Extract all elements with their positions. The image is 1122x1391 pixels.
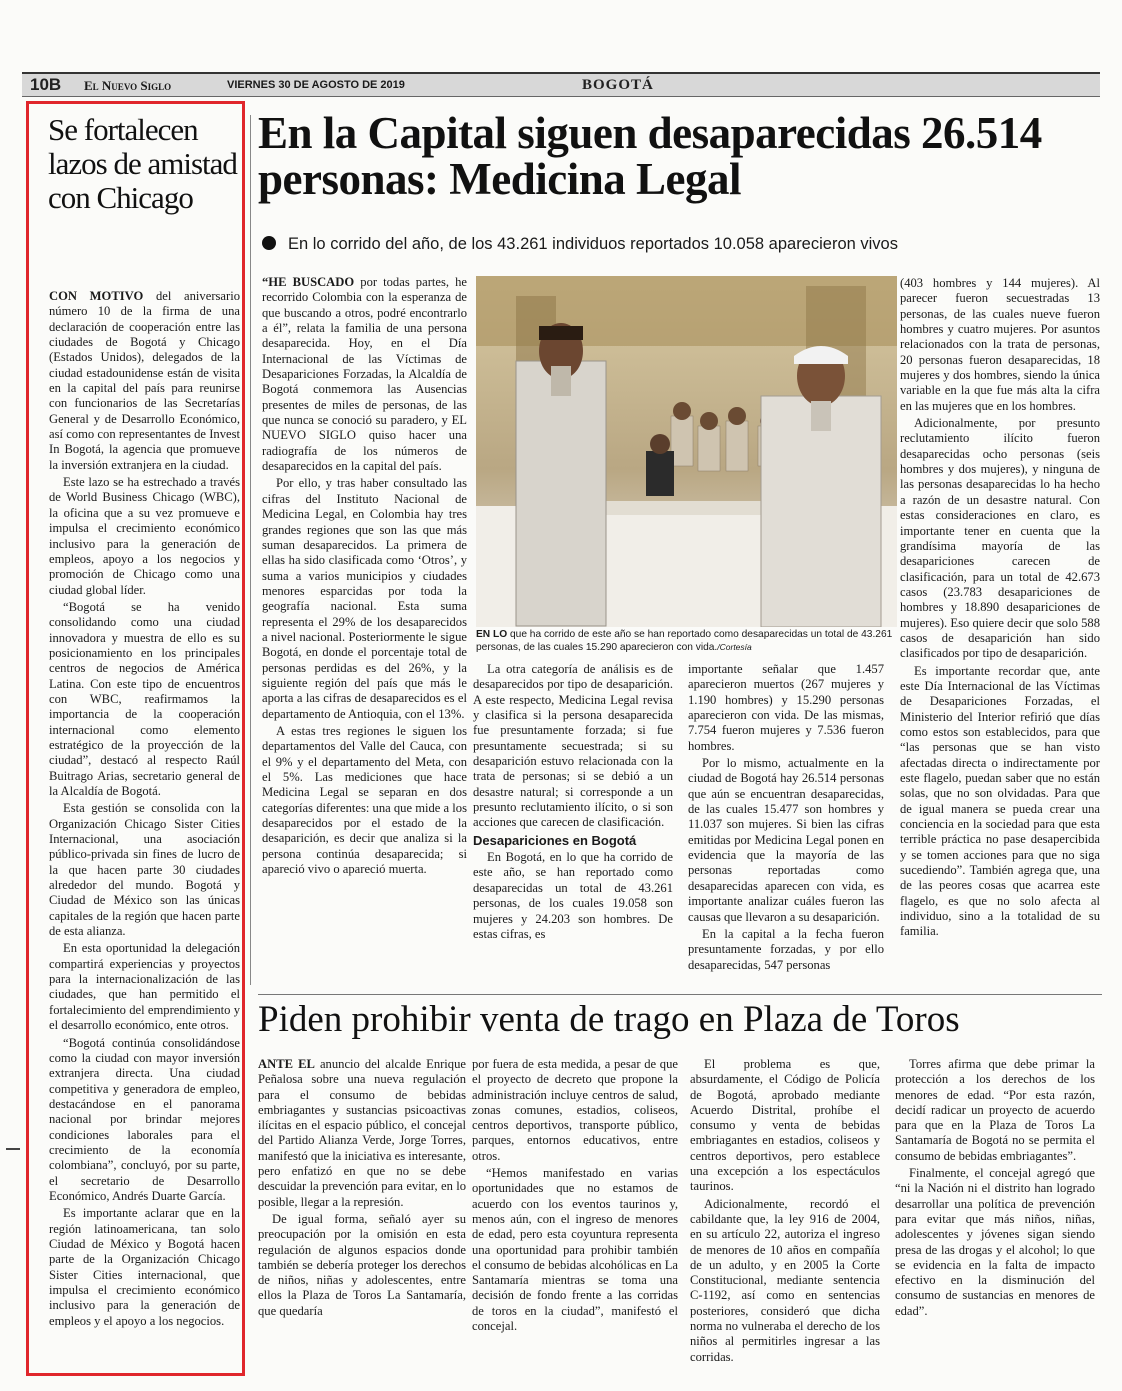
paragraph-text: anuncio del alcalde Enrique Peñalosa sobre una nueva regulación para el consumo de bebidas embriagantes y sustancias psicoactivas ilícitas en el espacio público, el concejal del Partido Alianza Verde, Jorge Torres, manifestó que la iniciativa es interesante, pero enfatizó en que no se debe descuidar la prevención para evitar, en lo posible, llegar a la represión. xyxy=(258,1057,466,1209)
paragraph xyxy=(258,1057,466,1210)
second-story-column-1 xyxy=(258,1057,466,1321)
caption-text: que ha corrido de este año se han reportado como desaparecidas un total de 43.261 personas, de las cuales 15.290 aparecieron con vida. xyxy=(476,629,893,653)
page-number: 10B xyxy=(30,75,62,94)
main-story-column-4 xyxy=(900,276,1100,942)
section-name: BOGOTÁ xyxy=(582,77,654,93)
paragraph: “Bogotá se ha venido consolidando como una ciudad innovadora y muestra de ello es su posicionamiento en los principales centros de negocios de América Latina. Con este tipo de encuentros con WBC, reafirmamos la importancia de la cooperación internacional como elemento estratégico de la proyección de la ciudad”, destacó al respecto Raúl Buitrago Arias, secretario general de la Alcaldía de Bogotá. xyxy=(49,599,240,798)
paragraph: Por ello, y tras haber consultado las cifras del Instituto Nacional de Medicina Legal, en Colombia hay tres grandes regiones que son las que más suman desaparecidos. La primera de ellas ha sido clasificada como ‘Otros’, y suma a varios municipios y ciudades menores esparcidas por toda la geografía nacional. Esta suma representa el 29% de los desaparecidos a nivel nacional. Posteriormente le sigue Bogotá, en donde el porcentaje total de personas perdidas es del 26%, y la siguiente región del país que más le aporta a las cifras de desaparecidos es el departamento de Antioquia, con el 13%. xyxy=(262,476,467,721)
left-story-body xyxy=(49,289,240,1331)
lead-in: CON MOTIVO xyxy=(49,289,144,303)
main-story-column-1 xyxy=(262,275,467,879)
story-divider xyxy=(258,994,1102,995)
paragraph: En esta oportunidad la delegación compartirá experiencias y proyectos para la internacionalización de las ciudades, que han permitido el fortalecimiento del emprendimiento y el desarrollo económico, ente otros. xyxy=(49,941,240,1033)
paragraph: Adicionalmente, recordó el cabildante que, la ley 916 de 2004, en su artículo 22, autoriza el ingreso de menores de 10 años en compañía de un adulto, y en 2005 la Corte Constitucional, mediante sentencia C-1192, así como en sentencias posteriores, consideró que dicha norma no vulneraba el derecho de los niños al permitirles ingresar a las corridas. xyxy=(690,1196,880,1364)
paragraph-text: por todas partes, he recorrido Colombia con la esperanza de que buscando a otros, podré encontrarlo a él”, relata la familia de una persona desaparecida. Hoy, en el Día Internacional de las Víctimas de Desapariciones Forzadas, la Alcaldía de Bogotá conmemora las Ausencias presentes de miles de personas, de las que nunca se conoció su paradero, y EL NUEVO SIGLO quiso hacer una radiografía de los números de desaparecidos en la capital del país. xyxy=(262,275,467,474)
second-story-column-4 xyxy=(895,1057,1095,1321)
second-headline: Piden prohibir venta de trago en Plaza de Toros xyxy=(258,999,960,1040)
lead-in: “HE BUSCADO xyxy=(262,275,355,289)
main-headline: En la Capital siguen desaparecidas 26.514 personas: Medicina Legal xyxy=(258,108,1042,204)
paper-name: El Nuevo Siglo xyxy=(84,78,172,93)
photo-caption xyxy=(476,628,896,654)
paragraph: “Hemos manifestado en varias oportunidades que no estamos de acuerdo con los eventos taurinos y, menos aún, con el ingreso de menores de edad, pero esta coyuntura representa una oportunidad para prohibir también el consumo de bebidas alcohólicas en La Santamaría mientras se toma una decisión de fondo frente a las corridas de toros en la ciudad”, manifestó el concejal. xyxy=(472,1166,678,1334)
second-story-column-2 xyxy=(472,1057,678,1336)
paragraph xyxy=(49,289,240,473)
scan-mark xyxy=(6,1148,20,1150)
paragraph: Es importante recordar que, ante este Día Internacional de las Víctimas de Desapariciones Forzadas, el Ministerio del Interior refirió que días como estos son establecidos, para que “las personas que se han visto afectadas directa o indirectamente por este flagelo, puedan saber que no están solas, que no son olvidadas. Para que de igual manera se pueda crear una conciencia en la sociedad para que esta terrible práctica no pase desapercibida y se tomen acciones para que no siga sucediendo”. También agrega que, una de las peores cosas que acarrea este flagelo, es que no solo afecta al individuo, sino a la totalidad de su familia. xyxy=(900,663,1100,939)
paragraph: Adicionalmente, por presunto reclutamiento ilícito fueron desaparecidas ocho personas (seis hombres y dos mujeres), y ninguna de las personas desaparecidas lo ha hecho a razón de un desastre natural. Con estas consideraciones en claro, es importante tener en cuenta que la grandísima mayoría de las desapariciones carecen de clasificación, para un total de 42.673 casos (23.783 desapariciones de hombres y 18.890 desapariciones de mujeres). Eso quiere decir que solo 588 casos de desaparición han sido clasificados por tipo de desaparición. xyxy=(900,416,1100,661)
issue-date: VIERNES 30 DE AGOSTO DE 2019 xyxy=(227,79,405,91)
paragraph: Este lazo se ha estrechado a través de World Business Chicago (WBC), la oficina que a su vez promueve e impulsa el crecimiento económico inclusivo para la generación de empleos, apoyo a los negocios y promoción de Chicago como una ciudad global líder. xyxy=(49,475,240,597)
story-photo xyxy=(476,276,897,627)
paragraph: En Bogotá, en lo que ha corrido de este año, se han reportado como desaparecidas un total de 43.261 personas, de los cuales 19.058 son mujeres y 24.203 son hombres. De estas cifras, es xyxy=(473,850,673,941)
main-story-column-3 xyxy=(688,662,884,975)
masthead xyxy=(22,72,1100,97)
paragraph: Torres afirma que debe primar la protección a los derechos de los menores de edad. “Por esta razón, decidí radicar un proyecto de acuerdo para que en la Plaza de Toros La Santamaría de Bogotá no se permita el consumo de bebidas embriagantes”. xyxy=(895,1057,1095,1163)
paragraph: “Bogotá continúa consolidándose como la ciudad con mayor inversión extranjera directa. Una ciudad competitiva y generadora de empleo, destacándose en el panorama nacional por brindar mejores condiciones laborales para el crecimiento de la economía colombiana”, concluyó, por su parte, el secretario de Desarrollo Económico, Andrés Duarte García. xyxy=(49,1035,240,1203)
paragraph: En la capital a la fecha fueron presuntamente forzadas, y por ello desaparecidas, 547 personas xyxy=(688,926,884,972)
subheading: Desapariciones en Bogotá xyxy=(473,832,637,848)
paragraph: (403 hombres y 144 mujeres). Al parecer fueron secuestradas 13 personas, de las cuales nueve fueron hombres y cuatro mujeres. Por asuntos relacionados con la trata de personas, 20 personas fueron desaparecidas, 18 mujeres y dos hombres, siendo la única variable en la que fue más alta la cifra en las mujeres que en los hombres. xyxy=(900,276,1100,413)
paragraph: Es importante aclarar que en la región latinoamericana, tan solo Ciudad de México y Bogotá hacen parte de la Organización Chicago Sister Cities internacional, que impulsa el crecimiento económico inclusivo para la generación de empleos y el apoyo a los negocios. xyxy=(49,1206,240,1328)
second-story-column-3 xyxy=(690,1057,880,1367)
photo-illustration xyxy=(476,276,897,627)
main-deck xyxy=(262,235,1042,254)
paragraph: La otra categoría de análisis es de desaparecidos por tipo de desaparición. A este respecto, Medicina Legal revisa y clasifica si la persona desaparecida fue presuntamente forzada; si fue presuntamente secuestrada; si su desaparición estuvo relacionada con la trata de personas; si se debió a un desastre natural; si corresponde a un presunto reclutamiento ilícito, o si son acciones que carecen de clasificación. xyxy=(473,662,673,830)
main-story-column-2 xyxy=(473,662,673,944)
column-divider xyxy=(250,115,251,985)
photo-credit: /Cortesía xyxy=(717,642,752,652)
paragraph: A estas tres regiones le siguen los departamentos del Valle del Cauca, con el 9% y el departamento del Meta, con el 5%. Las mediciones que hace Medicina Legal se separan en dos categorías diferentes: una que mide a los desaparecidos por el estado de la desaparición, es decir que analiza si la persona continúa desaparecida; si apareció vivo o apareció muerta. xyxy=(262,723,467,877)
paragraph: Por lo mismo, actualmente en la ciudad de Bogotá hay 26.514 personas que aún se encuentran desaparecidas, de las cuales 15.477 son hombres y 11.037 son mujeres. Si bien las cifras emitidas por Medicina Legal ponen en evidencia que la mayoría de las personas reportadas como desaparecidas aparecen con vida, es importante analizar cuáles fueron las causas que llevaron a su desaparición. xyxy=(688,756,884,924)
paragraph: El problema es que, absurdamente, el Código de Policía de Bogotá, aprobado mediante Acuerdo Distrital, prohíbe el consumo y venta de bebidas embriagantes en estadios, coliseos y centros deportivos, pero establece una excepción a los espectáculos taurinos. xyxy=(690,1057,880,1194)
paragraph-text: del aniversario número 10 de la firma de una declaración de cooperación entre las ciudades de Bogotá y Chicago (Estados Unidos), delegados de la ciudad estadounidense están de visita en la capital del país para reunirse con funcionarios de las Secretarías General y de Desarrollo Económico, así como con representantes de Invest In Bogotá, la agencia que promueve la inversión extranjera en la ciudad. xyxy=(49,289,240,472)
paragraph: Esta gestión se consolida con la Organización Chicago Sister Cities Internacional, una asociación público-privada sin fines de lucro de la que hacen parte 30 ciudades alrededor del mundo. Bogotá y Ciudad de México son las únicas capitales de la región que hacen parte de esta alianza. xyxy=(49,801,240,939)
paragraph xyxy=(262,275,467,474)
paragraph: De igual forma, señaló ayer su preocupación por la omisión en esta regulación de algunos espacios donde también se debería proteger los derechos de niños, niñas y adolescentes, entre ellos la Plaza de Toros La Santamaría, que quedaría xyxy=(258,1211,466,1318)
deck-text: En lo corrido del año, de los 43.261 individuos reportados 10.058 aparecieron vivos xyxy=(288,235,898,253)
paragraph: Finalmente, el concejal agregó que “ni la Nación ni el distrito han logrado desarrollar una política de prevención para evitar que más niños, niñas, adolescentes y jóvenes sigan siendo presa de las drogas y el alcohol; lo que se evidencia en la falta de impacto efectivo en la disminución del consumo de sustancias en menores de edad”. xyxy=(895,1166,1095,1318)
bullet-icon xyxy=(262,236,276,250)
lead-in: ANTE EL xyxy=(258,1057,315,1071)
paragraph: por fuera de esta medida, a pesar de que el proyecto de decreto que propone la administración incluye centros de salud, zonas comunes, estadios, coliseos, centros deportivos, transporte público, parques, entornos educativos, entre otros. xyxy=(472,1057,678,1163)
caption-lead: EN LO xyxy=(476,629,508,640)
left-story-headline: Se fortalecen lazos de amistad con Chicago xyxy=(48,112,237,215)
paragraph: importante señalar que 1.457 aparecieron muertos (267 mujeres y 1.190 hombres) y 15.290 personas aparecieron con vida. De las mismas, 7.754 fueron mujeres y 7.536 fueron hombres. xyxy=(688,662,884,753)
